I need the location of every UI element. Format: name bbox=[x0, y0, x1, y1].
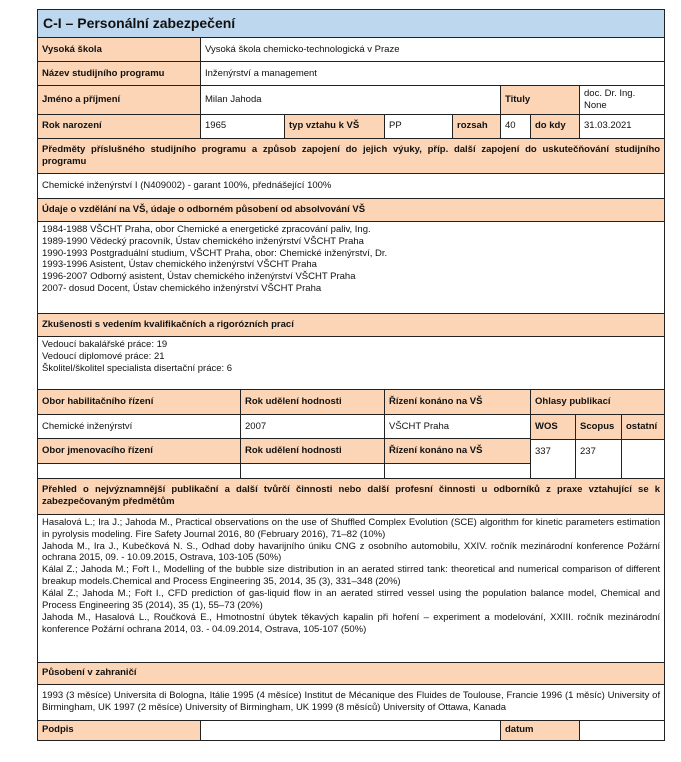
vzdelani-line: 1984-1988 VŠCHT Praha, obor Chemické a energetické zpracování paliv, Ing. bbox=[42, 223, 371, 235]
zkusenosti-list bbox=[38, 336, 665, 389]
vysoka-skola-value: Vysoká škola chemicko-technologická v Praze bbox=[201, 38, 665, 62]
wos-value: 337 bbox=[531, 440, 576, 478]
rok-narozeni-value: 1965 bbox=[201, 114, 285, 138]
typ-vztahu-label: typ vztahu k VŠ bbox=[285, 114, 385, 138]
datum-value[interactable] bbox=[580, 720, 665, 740]
personnel-form-table bbox=[37, 9, 665, 741]
obor-jmenovaciho-label: Obor jmenovacího řízení bbox=[38, 439, 241, 464]
zahranici-heading: Působení v zahraničí bbox=[38, 662, 665, 684]
publikace-item: Kálal Z.; Jahoda M.; Fořt I., CFD prediction of gas-liquid flow in an aerated stirred vessel using the population balance model, Chemical and Process Engineering 35 (2014), 35 (1), 55–73 (20%) bbox=[42, 588, 661, 611]
publikace-list bbox=[38, 514, 665, 662]
rok-udeleni-jmen-label: Rok udělení hodnosti bbox=[241, 439, 385, 464]
datum-label: datum bbox=[501, 720, 580, 740]
vzdelani-line: 1989-1990 Vědecký pracovník, Ústav chemického inženýrství VŠCHT Praha bbox=[42, 235, 364, 247]
vzdelani-line: 1993-1996 Asistent, Ústav chemického inženýrství VŠCHT Praha bbox=[42, 259, 317, 271]
vzdelani-line: 1990-1993 Postgraduální studium, VŠCHT Praha, obor: Chemické inženýrství, Dr. bbox=[42, 247, 388, 259]
form-title: C-I – Personální zabezpečení bbox=[38, 10, 665, 38]
wos-label: WOS bbox=[531, 415, 576, 439]
do-kdy-value: 31.03.2021 bbox=[580, 114, 665, 138]
ohlasy-block bbox=[531, 389, 665, 478]
vysoka-skola-label: Vysoká škola bbox=[38, 38, 201, 62]
zkusenosti-line: Školitel/školitel specialista disertační práce: 6 bbox=[42, 362, 233, 374]
jmeno-label: Jméno a příjmení bbox=[38, 86, 201, 115]
vzdelani-heading: Údaje o vzdělání na VŠ, údaje o odborném působení od absolvování VŠ bbox=[38, 198, 665, 221]
tituly-label: Tituly bbox=[501, 86, 580, 115]
rok-udeleni-label: Rok udělení hodnosti bbox=[241, 389, 385, 414]
publikace-item: Jahoda M., Ira J., Kubečková N. S., Odhad doby havarijního úniku CNG z osobního automobilu, XXIV. ročník mezinárodní konference Požární ochrana 2015, 09. - 10.09.2015, Ostrava, 103-105 (50%) bbox=[42, 540, 661, 564]
rizeni-konano-value: VŠCHT Praha bbox=[385, 414, 531, 439]
ohlasy-heading: Ohlasy publikací bbox=[531, 390, 664, 415]
obor-habilitacniho-value: Chemické inženýrství bbox=[38, 414, 241, 439]
program-value: Inženýrství a management bbox=[201, 62, 665, 86]
publikace-heading: Přehled o nejvýznamnější publikační a další tvůrčí činnosti nebo další profesní činnosti u odborníků z praxe vztahující se k zabezpečovaným předmětům bbox=[38, 478, 665, 514]
vzdelani-line: 1996-2007 Odborný asistent, Ústav chemického inženýrství VŠCHT Praha bbox=[42, 271, 356, 283]
rozsah-label: rozsah bbox=[453, 114, 501, 138]
typ-vztahu-value: PP bbox=[385, 114, 453, 138]
zkusenosti-heading: Zkušenosti s vedením kvalifikačních a rigorózních prací bbox=[38, 313, 665, 336]
rizeni-konano-label: Řízení konáno na VŠ bbox=[385, 389, 531, 414]
publikace-item: Kálal Z.; Jahoda M.; Fořt I., Modelling of the bubble size distribution in an aerated stirred tank: theoretical and numerical comparison of different breakup models.Chemical and Process Engineering 35, 2014, 35 (3), 331–348 (20%) bbox=[42, 564, 661, 588]
program-label: Název studijního programu bbox=[38, 62, 201, 86]
rok-narozeni-label: Rok narození bbox=[38, 114, 201, 138]
jmeno-value: Milan Jahoda bbox=[201, 86, 501, 115]
rozsah-value: 40 bbox=[501, 114, 531, 138]
obor-jmenovaciho-value bbox=[38, 464, 241, 479]
publikace-item: Jahoda M., Hasalová L., Roučková E., Hmotnostní úbytek těkavých kapalin při hoření – experiment a modelování, XXIII. ročník mezinárodní konference Požární ochrana 2014, 03. - 04.09.2014, Ostrava, 105-107 (50%) bbox=[42, 611, 661, 635]
ohlasy-values bbox=[531, 440, 664, 478]
ostatni-label: ostatní bbox=[626, 420, 658, 432]
scopus-value: 237 bbox=[576, 440, 622, 478]
vzdelani-line: 2007- dosud Docent, Ústav chemického inženýrství VŠCHT Praha bbox=[42, 283, 322, 295]
rok-udeleni-value: 2007 bbox=[241, 414, 385, 439]
zkusenosti-line: Vedoucí bakalářské práce: 19 bbox=[42, 338, 168, 350]
rizeni-konano-jmen-value bbox=[385, 464, 531, 479]
predmety-text: Chemické inženýrství I (N409002) - garant 100%, přednášející 100% bbox=[38, 173, 665, 198]
obor-habilitacniho-label: Obor habilitačního řízení bbox=[38, 389, 241, 414]
podpis-label: Podpis bbox=[38, 720, 201, 740]
ostatni-value bbox=[622, 440, 664, 478]
scopus-label: Scopus bbox=[576, 415, 622, 439]
rok-udeleni-jmen-value bbox=[241, 464, 385, 479]
vzdelani-list bbox=[38, 221, 665, 313]
publikace-item: Hasalová L.; Ira J.; Jahoda M., Practical observations on the use of Shuffled Complex Evolution (SCE) algorithm for kinetic parameters estimation in pyrolysis modeling. Fire Safety Journal 2016, 80 (February 2016), 71–82 (10%) bbox=[42, 516, 661, 540]
tituly-value: doc. Dr. Ing. None bbox=[580, 86, 665, 115]
zkusenosti-line: Vedoucí diplomové práce: 21 bbox=[42, 350, 165, 362]
podpis-value[interactable] bbox=[201, 720, 501, 740]
do-kdy-label: do kdy bbox=[531, 114, 580, 138]
zahranici-text: 1993 (3 měsíce) Universita di Bologna, Itálie 1995 (4 měsíce) Institut de Mécanique des Fluides de Toulouse, Francie 1996 (1 měsíc) University of Birmingham, UK 1997 (2 měsíce) University of Birmingham, UK 1999 (8 měsíců) University of Ottawa, Kanada bbox=[38, 684, 665, 720]
ohlasy-labels bbox=[531, 415, 664, 440]
predmety-heading: Předměty příslušného studijního programu a způsob zapojení do jejich výuky, příp. další zapojení do uskutečňování studijního programu bbox=[38, 138, 665, 173]
rizeni-konano-jmen-label: Řízení konáno na VŠ bbox=[385, 439, 531, 464]
